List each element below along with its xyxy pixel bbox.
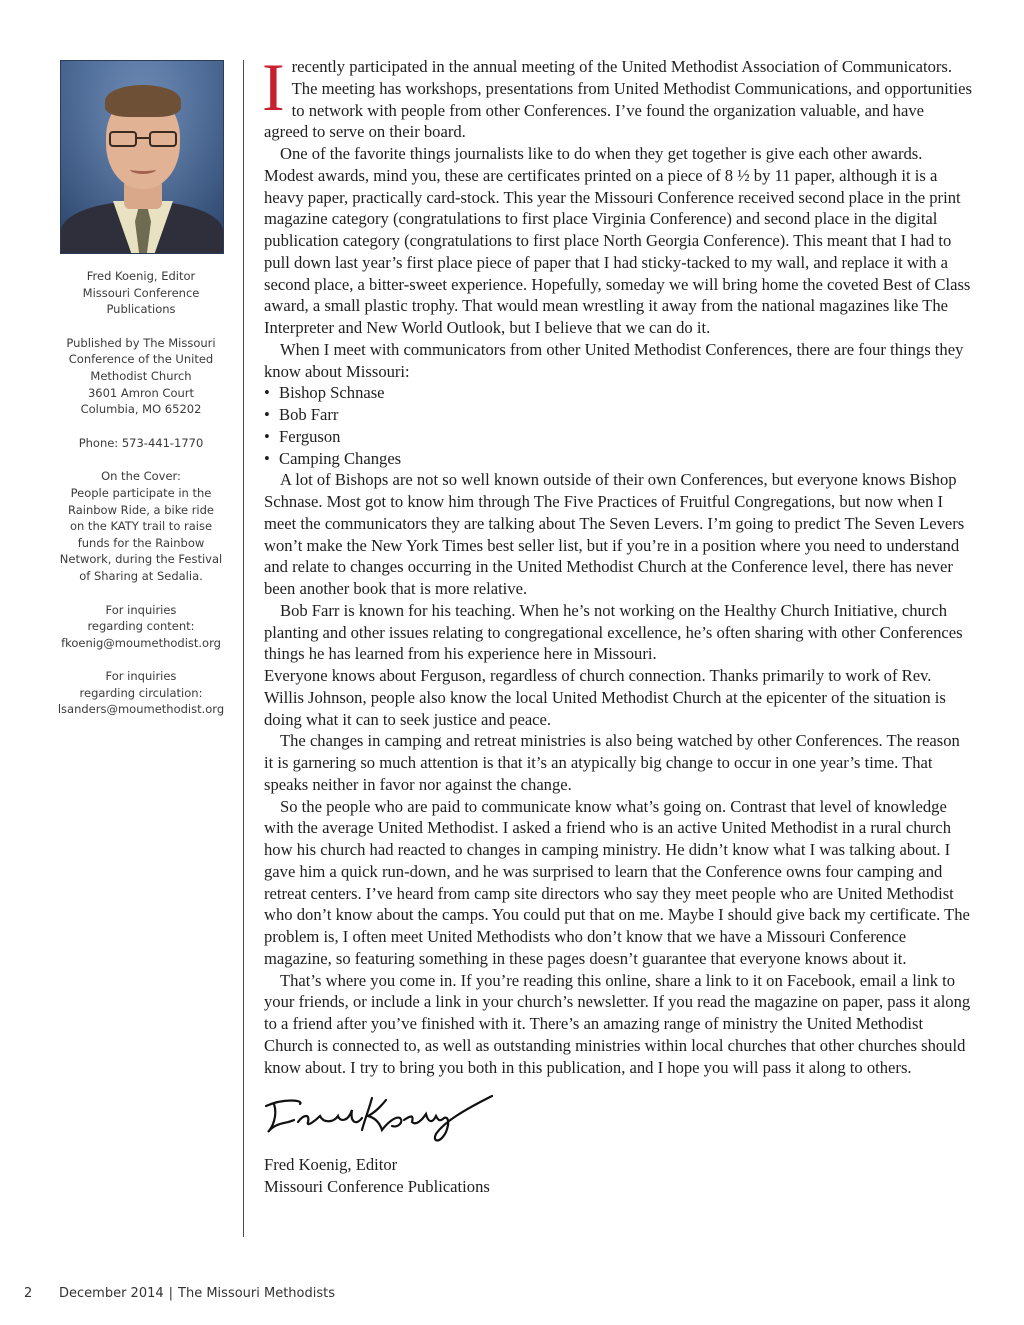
content-email-link[interactable]: fkoenig@moumethodist.org — [61, 635, 221, 650]
issue-date: December 2014 — [59, 1286, 164, 1301]
content-inquiries: For inquiries regarding content: fkoenig@moumethodist.org — [61, 602, 221, 650]
letter-paragraph-9: That’s where you come in. If you’re reading this online, share a link to it on Facebook, email a link to your friends, or include a link in your church’s newsletter. If you read the magazine on paper, pass it along to a friend after you’ve finished with it. There’s an amazing range of ministry the United Methodist Church is connected to, as well as outstanding ministries within local churches that other churches should know about. I try to bring you both in this publication, and I hope you will pass it along to others. — [264, 970, 971, 1077]
list-item: • Bishop Schnase — [264, 382, 972, 404]
footer-separator: | — [168, 1286, 174, 1301]
letter-paragraph-8: So the people who are paid to communicate know what’s going on. Contrast that level of knowledge with the average United Methodist. I asked a friend who is an active United Methodist in a rural church how his church had reacted to changes in camping ministry. He didn’t know what I was talking about. I gave him a quick run-down, and he was surprised to learn that the Conference owns four camping and retreat centers. I’ve heard from camp site directors who say they meet people who are United Methodist who don’t know about the camps. You could put that on me. Maybe I should give back my certificate. The problem is, I often meet United Methodists who don’t know that we have a Missouri Conference magazine, so featuring something in these pages doesn’t guarantee that everyone knows about it. — [264, 796, 970, 968]
letter-paragraph-1: I recently participated in the annual meeting of the United Methodist Association of Communicators. The meeting has workshops, presentations from United Methodist Communications, and opportunities to network with people from other Conferences. I’ve found the organization valuable, and have agreed to serve on their board. — [262, 49, 972, 142]
letter-paragraph-2: One of the favorite things journalists like to do when they get together is give each other awards. Modest awards, mind you, these are certificates printed on a piece of 8 ½ by 11 paper, although it is a heavy paper, practically card-stock. This year the Missouri Conference received second place in the print magazine category (congratulations to first place Virginia Conference) and second place in the digital publication category (congratulations to first place North Georgia Conference). This meant that I had to pull down last year’s first place piece of paper that I had sticky-tacked to my wall, and replace it with a second place, a bitter-sweet experience. Hopefully, someday we will bring home the coveted Best of Class award, a small plastic trophy. That would mean wrestling it away from the national magazines like The Interpreter and New World Outlook, but I believe that we can do it. — [264, 144, 971, 337]
letter-paragraph-3: When I meet with communicators from other United Methodist Conferences, there are four things they know about Missouri: — [264, 339, 964, 381]
signature-name: Fred Koenig, Editor — [264, 1155, 398, 1175]
photo-caption: Fred Koenig, Editor Missouri Conference Publications — [82, 269, 200, 317]
publication-name: The Missouri Methodists — [178, 1286, 336, 1301]
letter-paragraph-6: Everyone knows about Ferguson, regardless of church connection. Thanks primarily to work of Rev. Willis Johnson, people also know the local United Methodist Church at the epicenter of the situation is doing what it can to seek justice and peace. — [264, 666, 946, 729]
list-item: • Bob Farr — [264, 404, 972, 426]
drop-cap: I — [262, 49, 285, 125]
letter-paragraph-5: Bob Farr is known for his teaching. When he’s not working on the Healthy Church Initiative, church planting and other issues relating to congregational excellence, he’s often sharing with other Conferences things he has learned from his experience here in Missouri. — [264, 600, 963, 664]
column-divider — [243, 60, 244, 1237]
circulation-email-link[interactable]: lsanders@moumethodist.org — [57, 702, 225, 717]
editor-photo — [60, 60, 224, 254]
handwritten-signature — [264, 1092, 494, 1150]
editor-letter — [262, 49, 972, 1198]
letter-paragraph-4: A lot of Bishops are not so well known outside of their own Conferences, but everyone knows Bishop Schnase. Most got to know him through The Five Practices of Fruitful Congregations, but now when I meet the communicators they are talking about The Seven Levers. I’m going to predict The Seven Levers won’t make the New York Times best seller list, but if you’re in a position where you need to understand and relate to changes occurring in the United Methodist Church at the Conference level, there has never been another book that is more relative. — [264, 470, 965, 598]
list-item: • Ferguson — [264, 426, 972, 448]
page-number: 2 — [24, 1286, 33, 1301]
page-footer — [24, 1286, 335, 1301]
sidebar — [56, 60, 226, 718]
letter-paragraph-7: The changes in camping and retreat ministries is also being watched by other Conferences. The reason it is garnering so much attention is that it’s an atypically big change to occur in one year’s time. That speaks neither in favor nor against the change. — [264, 731, 960, 794]
missouri-topics-list — [264, 382, 972, 469]
list-item: • Camping Changes — [264, 448, 972, 470]
phone-number: Phone: 573-441-1770 — [78, 435, 204, 450]
signature-title: Missouri Conference Publications — [264, 1177, 490, 1196]
cover-description: On the Cover: People participate in the Rainbow Ride, a bike ride on the KATY trail to raise funds for the Rainbow Network, during the Festival of Sharing at Sedalia. — [59, 469, 223, 583]
circulation-inquiries: For inquiries regarding circulation: lsanders@moumethodist.org — [57, 669, 225, 717]
publisher-info: Published by The Missouri Conference of the United Methodist Church 3601 Amron Court Columbia, MO 65202 — [66, 335, 216, 417]
